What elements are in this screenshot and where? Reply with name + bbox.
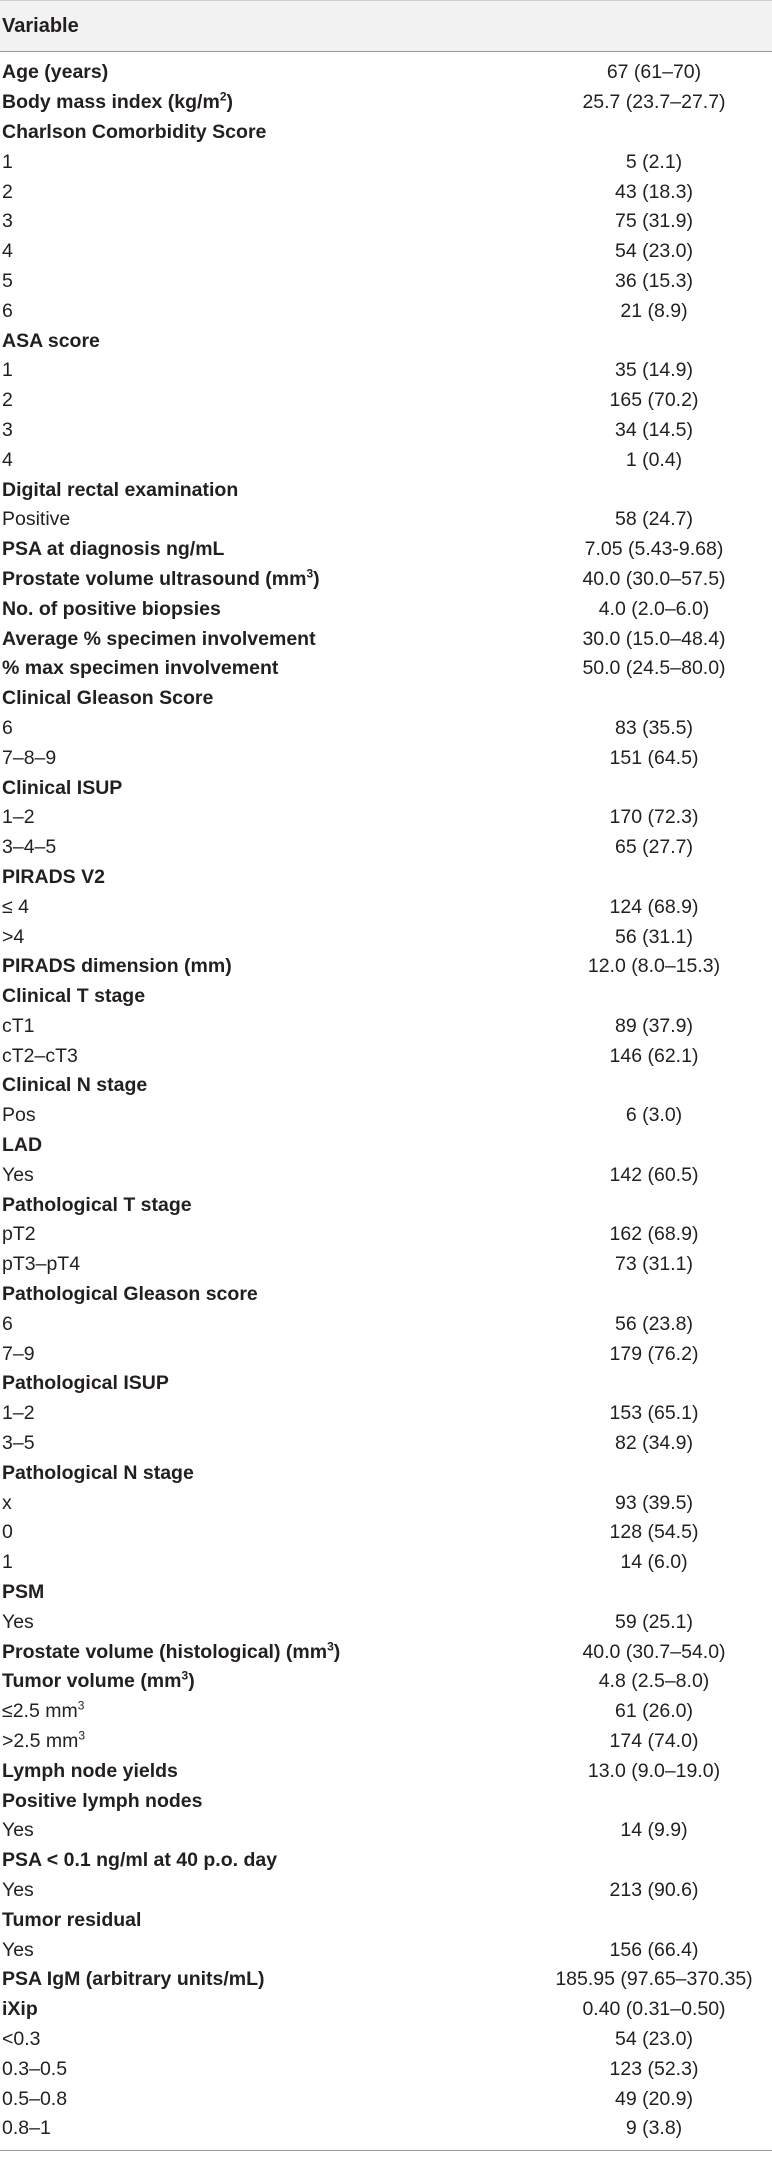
table-row xyxy=(0,177,772,207)
row-label: Clinical T stage xyxy=(2,985,146,1008)
row-label: Yes xyxy=(2,1163,34,1186)
row-label: Positive xyxy=(2,508,71,531)
table-header xyxy=(0,0,772,52)
row-label: Pathological T stage xyxy=(2,1193,192,1216)
row-label: 3–4–5 xyxy=(2,836,57,859)
row-value: 12.0 (8.0–15.3) xyxy=(587,955,721,978)
row-label: PSA < 0.1 ng/ml at 40 p.o. day xyxy=(2,1849,278,1872)
table-row xyxy=(0,1786,772,1816)
row-label: Pathological ISUP xyxy=(2,1372,169,1395)
row-value: 30.0 (15.0–48.4) xyxy=(582,627,726,650)
superscript: 3 xyxy=(327,1639,334,1654)
row-value: 40.0 (30.0–57.5) xyxy=(582,567,726,590)
row-value: 9 (3.8) xyxy=(625,2117,683,2140)
row-label: 2 xyxy=(2,180,13,203)
row-value: 56 (31.1) xyxy=(614,925,694,948)
table-row xyxy=(0,654,772,684)
table-row xyxy=(0,1905,772,1935)
table-row xyxy=(0,1309,772,1339)
table-row xyxy=(0,1012,772,1042)
row-value: 7.05 (5.43-9.68) xyxy=(584,538,724,561)
table-row xyxy=(0,535,772,565)
row-value: 146 (62.1) xyxy=(609,1044,699,1067)
table-row xyxy=(0,1876,772,1906)
row-label: Charlson Comorbidity Score xyxy=(2,120,267,143)
table-row xyxy=(0,1399,772,1429)
table-row xyxy=(0,952,772,982)
row-label: 0.8–1 xyxy=(2,2117,51,2140)
table-row xyxy=(0,2025,772,2055)
row-value: 34 (14.5) xyxy=(614,418,694,441)
row-label: Prostate volume ultrasound $(mm^3)$ xyxy=(2,566,320,590)
table-row xyxy=(0,1131,772,1161)
table-row xyxy=(0,2084,772,2114)
row-label: 4 xyxy=(2,240,13,263)
row-value: 6 (3.0) xyxy=(625,1104,683,1127)
header-variable: Variable xyxy=(2,14,79,37)
row-label: x xyxy=(2,1491,12,1514)
row-label: 1 xyxy=(2,359,13,382)
table-row xyxy=(0,1548,772,1578)
row-label: 3–5 xyxy=(2,1432,35,1455)
row-value: 54 (23.0) xyxy=(614,240,694,263)
row-value: 40.0 (30.7–54.0) xyxy=(582,1640,726,1663)
row-value: 123 (52.3) xyxy=(609,2057,699,2080)
row-label: PSA at diagnosis ng/mL xyxy=(2,538,225,561)
table-row xyxy=(0,863,772,893)
row-value: 13.0 (9.0–19.0) xyxy=(587,1759,721,1782)
row-label: ≤ 4 xyxy=(2,895,29,918)
row-label: <0.3 xyxy=(2,2027,41,2050)
row-label: >4 xyxy=(2,925,25,948)
row-label: iXip xyxy=(2,1998,38,2021)
table-row xyxy=(0,505,772,535)
row-label: PIRADS dimension (mm) xyxy=(2,955,232,978)
row-value: 43 (18.3) xyxy=(614,180,694,203)
table-row xyxy=(0,207,772,237)
row-label: Tumor residual xyxy=(2,1908,142,1931)
row-value: 73 (31.1) xyxy=(614,1253,694,1276)
row-label: ASA score xyxy=(2,329,100,352)
table-row xyxy=(0,1101,772,1131)
row-value: 156 (66.4) xyxy=(609,1938,699,1961)
table-row xyxy=(0,267,772,297)
row-label: 5 xyxy=(2,269,13,292)
row-label: 6 xyxy=(2,299,13,322)
row-label: cT1 xyxy=(2,1014,35,1037)
row-label: No. of positive biopsies xyxy=(2,597,221,620)
bottom-rule xyxy=(0,2150,772,2151)
row-value: 49 (20.9) xyxy=(614,2087,694,2110)
table-row xyxy=(0,58,772,88)
row-label: PIRADS V2 xyxy=(2,865,105,888)
row-label: 7–8–9 xyxy=(2,746,57,769)
row-value: 162 (68.9) xyxy=(609,1223,699,1246)
table-row xyxy=(0,475,772,505)
table-row xyxy=(0,1756,772,1786)
table-row xyxy=(0,1846,772,1876)
row-label: cT2–cT3 xyxy=(2,1044,78,1067)
row-label: Yes xyxy=(2,1819,34,1842)
row-value: 82 (34.9) xyxy=(614,1432,694,1455)
row-label: Clinical ISUP xyxy=(2,776,123,799)
superscript: 3 xyxy=(77,1698,85,1713)
row-value: 59 (25.1) xyxy=(614,1610,694,1633)
table-row xyxy=(0,982,772,1012)
row-label: 1 xyxy=(2,150,13,173)
table-row xyxy=(0,2054,772,2084)
table-row xyxy=(0,386,772,416)
table-row xyxy=(0,1041,772,1071)
row-value: 142 (60.5) xyxy=(609,1163,699,1186)
table-row xyxy=(0,1995,772,2025)
table-row xyxy=(0,1339,772,1369)
table-row xyxy=(0,2114,772,2144)
row-label: Yes xyxy=(2,1879,34,1901)
table-row xyxy=(0,1190,772,1220)
row-label: PSM xyxy=(2,1581,45,1604)
table-row xyxy=(0,743,772,773)
row-value: 128 (54.5) xyxy=(609,1521,699,1544)
row-value: 185.95 (97.65–370.35) xyxy=(555,1968,753,1991)
row-value: 4.0 (2.0–6.0) xyxy=(598,597,710,620)
row-value: 83 (35.5) xyxy=(614,716,694,739)
table-row xyxy=(0,1667,772,1697)
table-row xyxy=(0,356,772,386)
table-row xyxy=(0,88,772,118)
row-label: Average % specimen involvement xyxy=(2,627,316,650)
row-value: 75 (31.9) xyxy=(614,210,694,233)
row-label: 0 xyxy=(2,1521,13,1544)
row-value: 170 (72.3) xyxy=(609,806,699,829)
row-label: Pathological N stage xyxy=(2,1461,194,1484)
row-label: Clinical Gleason Score xyxy=(2,687,214,710)
row-value: 58 (24.7) xyxy=(614,508,694,531)
superscript: 2 xyxy=(219,89,227,104)
row-value: 93 (39.5) xyxy=(614,1491,694,1514)
row-label: LAD xyxy=(2,1134,43,1157)
row-value: 153 (65.1) xyxy=(609,1402,699,1425)
table-row xyxy=(0,1816,772,1846)
table-row xyxy=(0,803,772,833)
row-value: 21 (8.9) xyxy=(620,299,688,322)
table-row xyxy=(0,118,772,148)
row-value: 89 (37.9) xyxy=(614,1014,694,1037)
row-value: 56 (23.8) xyxy=(614,1312,694,1335)
row-label: pT2 xyxy=(2,1223,36,1246)
row-label: Digital rectal examination xyxy=(2,478,239,501)
row-label: Yes xyxy=(2,1938,34,1961)
table-row xyxy=(0,1429,772,1459)
row-label: Yes xyxy=(2,1610,34,1633)
row-label: Age (years) xyxy=(2,61,109,84)
row-value: 1 (0.4) xyxy=(625,448,683,471)
table-row xyxy=(0,1071,772,1101)
table-row xyxy=(0,922,772,952)
row-label: 1 xyxy=(2,1551,13,1574)
table-row xyxy=(0,1160,772,1190)
row-value: 14 (6.0) xyxy=(620,1551,688,1574)
row-label: 1–2 xyxy=(2,1402,35,1425)
row-label: Tumor volume $(mm^3)$ xyxy=(2,1668,195,1693)
row-value: 5 (2.1) xyxy=(625,150,683,173)
row-value: 54 (23.0) xyxy=(614,2027,694,2050)
table-row xyxy=(0,147,772,177)
row-label: PSA IgM (arbitrary units/mL) xyxy=(2,1968,265,1991)
superscript: 3 xyxy=(306,566,314,581)
row-value: 165 (70.2) xyxy=(609,389,699,412)
row-value: 14 (9.9) xyxy=(620,1819,688,1842)
row-label: Body mass index $(kg/m^2)$ xyxy=(2,89,234,114)
table-row xyxy=(0,296,772,326)
row-label: 6 xyxy=(2,716,13,739)
row-label: 3 xyxy=(2,418,13,441)
superscript: 3 xyxy=(78,1728,86,1743)
row-value: 50.0 (24.5–80.0) xyxy=(582,657,726,680)
table-row xyxy=(0,624,772,654)
table-row xyxy=(0,1369,772,1399)
table-row xyxy=(0,773,772,803)
table-row xyxy=(0,1697,772,1727)
row-label: Positive lymph nodes xyxy=(2,1789,203,1812)
table-row xyxy=(0,1458,772,1488)
row-value: 61 (26.0) xyxy=(614,1700,694,1723)
table-row xyxy=(0,1488,772,1518)
row-label: 2 xyxy=(2,389,13,412)
row-label: >2.5 $mm^3$ xyxy=(2,1728,86,1753)
row-label: Clinical N stage xyxy=(2,1074,148,1097)
table-row xyxy=(0,1220,772,1250)
row-label: pT3–pT4 xyxy=(2,1253,81,1276)
table-row xyxy=(0,1250,772,1280)
row-value: 35 (14.9) xyxy=(614,359,694,382)
table-row xyxy=(0,1518,772,1548)
row-label: Prostate volume (histological) $(mm^3)$ xyxy=(2,1639,341,1663)
table-row xyxy=(0,416,772,446)
row-label: Lymph node yields xyxy=(2,1759,178,1782)
table-row xyxy=(0,833,772,863)
row-label: Pathological Gleason score xyxy=(2,1283,258,1306)
row-value: 4.8 (2.5–8.0) xyxy=(598,1670,710,1693)
row-value: 0.40 (0.31–0.50) xyxy=(582,1998,726,2021)
table-row xyxy=(0,1727,772,1757)
row-label: Pos xyxy=(2,1104,36,1127)
row-label: 0.5–0.8 xyxy=(2,2087,68,2110)
table-row xyxy=(0,1637,772,1667)
row-value: 36 (15.3) xyxy=(614,269,694,292)
row-value: 25.7 (23.7–27.7) xyxy=(582,91,726,114)
row-label: 7–9 xyxy=(2,1342,35,1365)
table-row xyxy=(0,1578,772,1608)
row-value: 174 (74.0) xyxy=(609,1730,699,1753)
row-value: 213 (90.6) xyxy=(609,1879,699,1901)
superscript: 3 xyxy=(181,1668,189,1683)
table-row xyxy=(0,1280,772,1310)
table-row xyxy=(0,1965,772,1995)
row-label: % max specimen involvement xyxy=(2,657,279,680)
row-label: 4 xyxy=(2,448,13,471)
table-row xyxy=(0,594,772,624)
table-row xyxy=(0,1607,772,1637)
table-row xyxy=(0,326,772,356)
row-label: 1–2 xyxy=(2,806,35,829)
table-row xyxy=(0,892,772,922)
row-label: 6 xyxy=(2,1312,13,1335)
table-row xyxy=(0,565,772,595)
row-label: 0.3–0.5 xyxy=(2,2057,68,2080)
table-row xyxy=(0,445,772,475)
row-value: 179 (76.2) xyxy=(609,1342,699,1365)
row-label: 3 xyxy=(2,210,13,233)
table-row xyxy=(0,684,772,714)
table-body xyxy=(0,52,772,2144)
table-row xyxy=(0,714,772,744)
row-value: 151 (64.5) xyxy=(609,746,699,769)
row-value: 124 (68.9) xyxy=(609,895,699,918)
row-value: 65 (27.7) xyxy=(614,836,694,859)
table-row xyxy=(0,237,772,267)
row-label: ≤2.5 $mm^3$ xyxy=(2,1698,85,1723)
row-value: 67 (61–70) xyxy=(606,61,702,84)
table-row xyxy=(0,1935,772,1965)
